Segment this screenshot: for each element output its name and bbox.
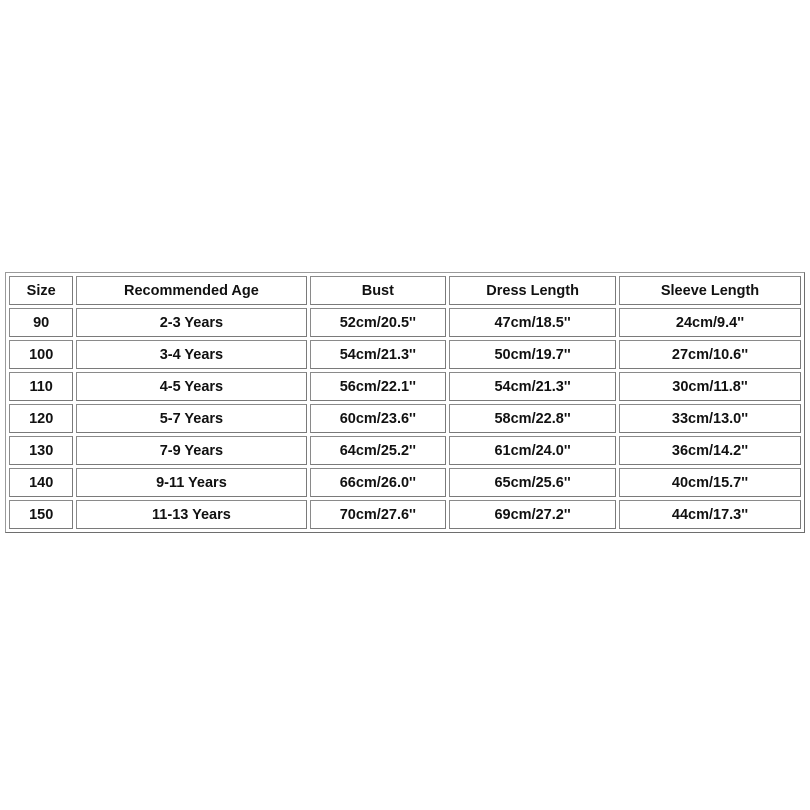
table-row xyxy=(9,372,801,401)
cell-dress-length: 50cm/19.7'' xyxy=(449,340,616,369)
cell-recommended-age: 9-11 Years xyxy=(76,468,306,497)
cell-sleeve-length: 40cm/15.7'' xyxy=(619,468,801,497)
cell-sleeve-length: 27cm/10.6'' xyxy=(619,340,801,369)
cell-recommended-age: 3-4 Years xyxy=(76,340,306,369)
cell-bust: 54cm/21.3'' xyxy=(310,340,447,369)
table-row xyxy=(9,404,801,433)
cell-dress-length: 54cm/21.3'' xyxy=(449,372,616,401)
cell-size: 140 xyxy=(9,468,73,497)
cell-bust: 66cm/26.0'' xyxy=(310,468,447,497)
size-chart-table xyxy=(5,272,805,533)
cell-recommended-age: 4-5 Years xyxy=(76,372,306,401)
cell-dress-length: 47cm/18.5'' xyxy=(449,308,616,337)
cell-size: 150 xyxy=(9,500,73,529)
cell-size: 130 xyxy=(9,436,73,465)
table-row xyxy=(9,436,801,465)
cell-dress-length: 65cm/25.6'' xyxy=(449,468,616,497)
cell-sleeve-length: 30cm/11.8'' xyxy=(619,372,801,401)
cell-sleeve-length: 44cm/17.3'' xyxy=(619,500,801,529)
cell-recommended-age: 2-3 Years xyxy=(76,308,306,337)
table-row xyxy=(9,500,801,529)
cell-sleeve-length: 36cm/14.2'' xyxy=(619,436,801,465)
cell-recommended-age: 7-9 Years xyxy=(76,436,306,465)
cell-size: 120 xyxy=(9,404,73,433)
cell-size: 100 xyxy=(9,340,73,369)
table-row xyxy=(9,468,801,497)
cell-dress-length: 69cm/27.2'' xyxy=(449,500,616,529)
table-row xyxy=(9,340,801,369)
header-recommended-age: Recommended Age xyxy=(76,276,306,305)
header-dress-length: Dress Length xyxy=(449,276,616,305)
cell-sleeve-length: 24cm/9.4'' xyxy=(619,308,801,337)
cell-size: 90 xyxy=(9,308,73,337)
cell-recommended-age: 5-7 Years xyxy=(76,404,306,433)
cell-dress-length: 58cm/22.8'' xyxy=(449,404,616,433)
cell-bust: 60cm/23.6'' xyxy=(310,404,447,433)
size-chart-body xyxy=(9,308,801,529)
header-row xyxy=(9,276,801,305)
cell-bust: 64cm/25.2'' xyxy=(310,436,447,465)
cell-size: 110 xyxy=(9,372,73,401)
cell-bust: 56cm/22.1'' xyxy=(310,372,447,401)
header-sleeve-length: Sleeve Length xyxy=(619,276,801,305)
table-row xyxy=(9,308,801,337)
cell-dress-length: 61cm/24.0'' xyxy=(449,436,616,465)
cell-bust: 70cm/27.6'' xyxy=(310,500,447,529)
cell-sleeve-length: 33cm/13.0'' xyxy=(619,404,801,433)
cell-recommended-age: 11-13 Years xyxy=(76,500,306,529)
header-size: Size xyxy=(9,276,73,305)
cell-bust: 52cm/20.5'' xyxy=(310,308,447,337)
size-chart-header xyxy=(9,276,801,305)
header-bust: Bust xyxy=(310,276,447,305)
